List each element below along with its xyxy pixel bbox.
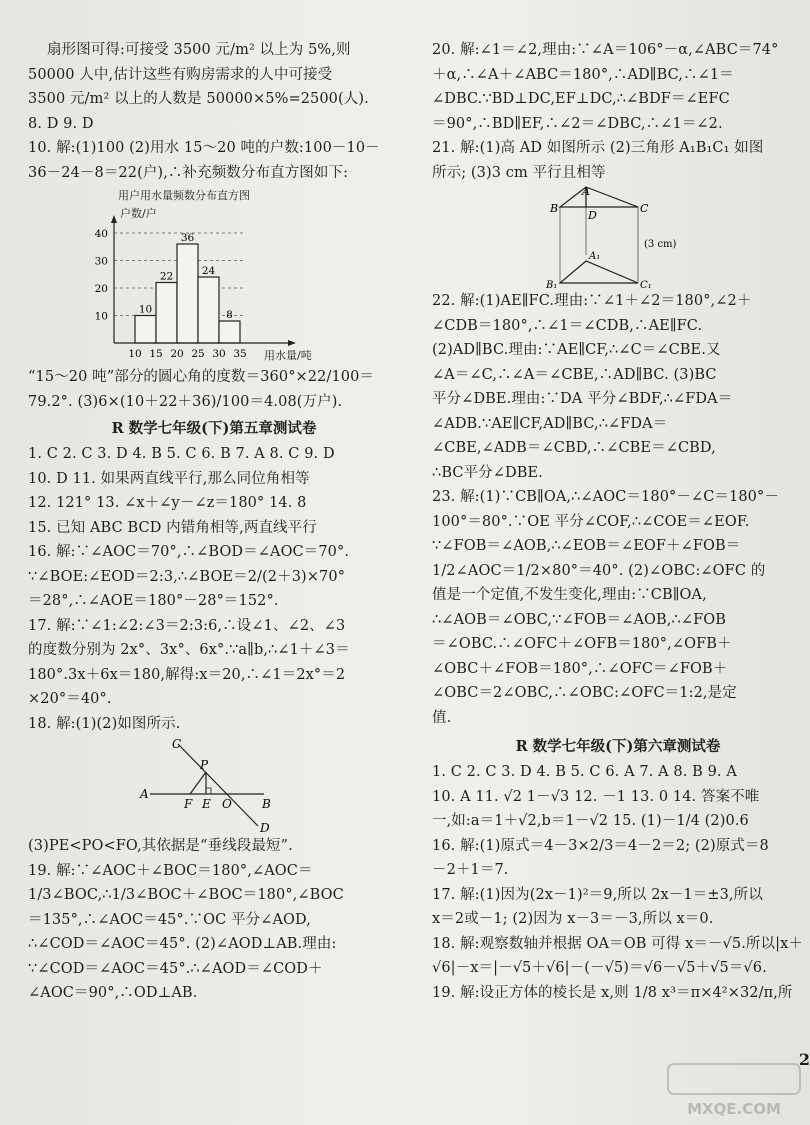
label-a: A — [582, 185, 590, 198]
label-b: B — [262, 797, 271, 811]
text-line: 19. 解:设正方体的棱长是 x,则 1/8 x³＝π×4²×32/π,所 — [432, 984, 793, 1001]
label-e: E — [202, 797, 211, 811]
text-line: ∠OBC＝2∠OBC,∴∠OBC:∠OFC＝1:2,是定 — [432, 685, 737, 701]
bar-value-label: 8 — [226, 309, 233, 321]
y-tick-label: 10 — [94, 310, 108, 323]
line-cd — [178, 744, 258, 826]
perpendicular-diagram — [28, 736, 400, 834]
section-title-ch5: R 数学七年级(下)第五章测试卷 — [111, 420, 317, 437]
text-line: (3)PE<PO<FO,其依据是“垂线段最短”. — [28, 838, 293, 854]
figure-21 — [432, 185, 804, 289]
text-line: ∠A＝∠C,∴∠A＝∠CBE,∴AD∥BC. (3)BC — [432, 366, 717, 383]
text-line: ∴∠AOB＝∠OBC,∵∠FOB＝∠AOB,∴∠FOB — [432, 611, 726, 628]
text-line: 1. C 2. C 3. D 4. B 5. C 6. A 7. A 8. B 9. A — [432, 764, 737, 780]
text-line: ∵∠FOB＝∠AOB,∴∠EOB＝∠EOF＋∠FOB＝ — [432, 538, 741, 554]
text-line: 50000 人中,估计这些有购房需求的人中可接受 — [28, 66, 333, 83]
x-tick-label: 15 — [149, 348, 163, 360]
x-axis-label: 用水量/吨 — [264, 349, 312, 362]
text-line: 20. 解:∠1＝∠2,理由:∵∠A＝106°－α,∠ABC＝74° — [432, 42, 779, 58]
label-b: B — [550, 202, 559, 215]
text-line: ∠CDB＝180°,∴∠1＝∠CDB,∴AE∥FC. — [432, 317, 703, 334]
text-line: 3500 元/m² 以上的人数是 50000×5%=2500(人). — [28, 91, 369, 107]
text-line: 值是一个定值,不发生变化,理由:∵CB∥OA, — [432, 587, 707, 603]
text-line: 一,如:a＝1＋√2,b＝1－√2 15. (1)－1/4 (2)0.6 — [432, 813, 749, 829]
text-line: ∠ADB.∵AE∥CF,AD∥BC,∴∠FDA＝ — [432, 415, 668, 432]
watermark-text: MXQE.COM — [687, 1100, 781, 1118]
x-tick-label: 20 — [170, 348, 184, 360]
text-line: 的度数分别为 2x°、3x°、6x°.∵a∥b,∴∠1＋∠3＝ — [28, 642, 350, 658]
right-angle-mark — [206, 788, 211, 794]
text-line: 18. 解:(1)(2)如图所示. — [28, 715, 181, 732]
chart-title: 用户用水量频数分布直方图 — [118, 189, 250, 202]
text-line: ∠AOC＝90°,∴OD⊥AB. — [28, 985, 198, 1001]
text-line: ＝∠OBC.∴∠OFC＋∠OFB＝180°,∠OFB＋ — [432, 636, 732, 652]
x-tick-label: 25 — [191, 348, 205, 360]
histogram-bar — [177, 244, 198, 343]
left-column — [28, 38, 400, 1006]
text-line: 19. 解:∵∠AOC＋∠BOC＝180°,∠AOC＝ — [28, 862, 313, 879]
text-line: x＝2或－1; (2)因为 x－3＝－3,所以 x＝0. — [432, 911, 714, 927]
segment-pf — [190, 772, 206, 794]
label-p: P — [200, 758, 209, 772]
label-a: A — [140, 787, 149, 801]
text-line: 值. — [432, 709, 452, 726]
text-line: 1/2∠AOC＝1/2×80°＝40°. (2)∠OBC:∠OFC 的 — [432, 562, 766, 579]
text-line: 18. 解:观察数轴并根据 OA＝OB 可得 x＝－√5.所以|x＋ — [432, 935, 803, 952]
y-tick-label: 30 — [94, 255, 108, 268]
x-tick-label: 10 — [128, 348, 142, 360]
text-line: 15. 已知 ABC BCD 内错角相等,两直线平行 — [28, 519, 317, 536]
bar-value-label: 22 — [159, 270, 174, 283]
text-line: √6|－x＝|－√5＋√6|－(－√5)＝√6－√5＋√5＝√6. — [432, 960, 767, 976]
label-b1: B₁ — [546, 280, 558, 289]
histogram-bar — [135, 316, 156, 344]
figure-18 — [28, 736, 400, 834]
text-line: ∴∠COD＝∠AOC＝45°. (2)∠AOD⊥AB.理由: — [28, 936, 337, 952]
y-axis-arrow — [111, 215, 117, 223]
text-line: 1/3∠BOC,∴1/3∠BOC＋∠BOC＝180°,∠BOC — [28, 887, 344, 903]
text-line: 36－24－8＝22(户),∴补充频数分布直方图如下: — [28, 164, 349, 181]
text-line: ∵∠BOE:∠EOD＝2:3,∴∠BOE＝2/(2＋3)×70° — [28, 568, 346, 585]
text-line: 扇形图可得:可接受 3500 元/m² 以上为 5%,则 — [47, 42, 351, 58]
triangle-abc — [560, 187, 638, 207]
x-tick-label: 30 — [212, 348, 226, 360]
text-line: ∵∠COD＝∠AOC＝45°.∴∠AOD＝∠COD＋ — [28, 960, 323, 977]
x-axis-arrow — [288, 340, 296, 346]
right-column — [432, 38, 804, 1005]
histogram-chart — [28, 185, 400, 365]
label-o: O — [222, 797, 232, 811]
label-a1: A₁ — [589, 251, 601, 262]
label-c1: C₁ — [640, 280, 652, 289]
label-f: F — [184, 797, 193, 811]
y-axis-label: 户数/户 — [120, 207, 157, 220]
text-line: －2＋1＝7. — [432, 862, 509, 878]
bar-value-label: 10 — [138, 303, 153, 316]
histogram-bar — [156, 283, 177, 344]
histogram-bar — [198, 277, 219, 343]
text-line: 17. 解:∵∠1:∠2:∠3＝2:3:6,∴设∠1、∠2、∠3 — [28, 617, 346, 634]
triangle-a1b1c1 — [560, 261, 638, 283]
bar-value-label: 24 — [201, 265, 216, 277]
text-line: (2)AD∥BC.理由:∵AE∥CF,∴∠C＝∠CBE.又 — [432, 342, 721, 358]
text-line: 17. 解:(1)因为(2x－1)²＝9,所以 2x－1＝±3,所以 — [432, 886, 763, 903]
text-line: ＝28°,∴∠AOE＝180°－28°＝152°. — [28, 593, 279, 609]
text-line: 16. 解:(1)原式＝4－3×2/3＝4－2＝2; (2)原式＝8 — [432, 837, 769, 854]
y-tick-label: 20 — [94, 283, 108, 295]
label-c: C — [172, 737, 182, 751]
text-line: ∠OBC＋∠FOB＝180°,∴∠OFC＝∠FOB＋ — [432, 660, 728, 677]
bar-value-label: 36 — [180, 232, 195, 244]
label-d: D — [588, 209, 597, 222]
text-line: 12. 121° 13. ∠x＋∠y－∠z＝180° 14. 8 — [28, 495, 307, 511]
text-line: ∠CBE,∠ADB＝∠CBD,∴∠CBE＝∠CBD, — [432, 440, 716, 456]
text-line: ＝90°,∴BD∥EF,∴∠2＝∠DBC,∴∠1＝∠2. — [432, 115, 723, 132]
text-line: 平分∠DBE.理由:∵DA 平分∠BDF,∴∠FDA＝ — [432, 391, 733, 407]
x-tick-label: 35 — [233, 348, 247, 360]
text-line: 16. 解:∵∠AOC＝70°,∴∠BOD＝∠AOC＝70°. — [28, 544, 350, 560]
text-line: 23. 解:(1)∵CB∥OA,∴∠AOC＝180°－∠C＝180°－ — [432, 489, 779, 505]
text-line: 10. 解:(1)100 (2)用水 15～20 吨的户数:100－10－ — [28, 140, 380, 156]
text-line: 79.2°. (3)6×(10＋22＋36)/100＝4.08(万户). — [28, 393, 343, 410]
text-line: 100°＝80°.∵OE 平分∠COF,∴∠COE＝∠EOF. — [432, 513, 750, 530]
text-line: 180°.3x＋6x＝180,解得:x＝20,∴∠1＝2x°＝2 — [28, 666, 346, 683]
length-label: (3 cm) — [644, 239, 677, 250]
text-line: 10. A 11. √2 1－√3 12. －1 13. 0 14. 答案不唯 — [432, 788, 760, 805]
text-line: 所示; (3)3 cm 平行且相等 — [432, 164, 606, 181]
text-line: ∠DBC.∵BD⊥DC,EF⊥DC,∴∠BDF＝∠EFC — [432, 91, 730, 107]
text-line: 21. 解:(1)高 AD 如图所示 (2)三角形 A₁B₁C₁ 如图 — [432, 140, 764, 156]
text-line: ＋α,∴∠A＋∠ABC＝180°,∴AD∥BC,∴∠1＝ — [432, 66, 734, 83]
text-line: ×20°＝40°. — [28, 691, 112, 707]
watermark-logo — [664, 1062, 804, 1120]
text-line: 1. C 2. C 3. D 4. B 5. C 6. B 7. A 8. C 9. D — [28, 446, 335, 462]
text-line: 10. D 11. 如果两直线平行,那么同位角相等 — [28, 470, 310, 487]
label-d: D — [260, 821, 270, 834]
answer-8-9: 8. D 9. D — [28, 115, 94, 132]
page-number: 2 — [798, 1050, 810, 1069]
text-line: “15～20 吨”部分的圆心角的度数＝360°×22/100＝ — [28, 369, 375, 385]
label-c: C — [640, 202, 649, 215]
text-line: ∴BC平分∠DBE. — [432, 464, 543, 481]
y-tick-label: 40 — [94, 228, 108, 240]
histogram-bar — [219, 321, 240, 343]
text-line: ＝135°,∴∠AOC＝45°.∵OC 平分∠AOD, — [28, 911, 311, 928]
section-title-ch6: R 数学七年级(下)第六章测试卷 — [515, 738, 721, 755]
histogram-figure — [28, 185, 400, 365]
text-line: 22. 解:(1)AE∥FC.理由:∵∠1＋∠2＝180°,∠2＋ — [432, 293, 752, 309]
triangle-translation-diagram — [432, 185, 804, 289]
